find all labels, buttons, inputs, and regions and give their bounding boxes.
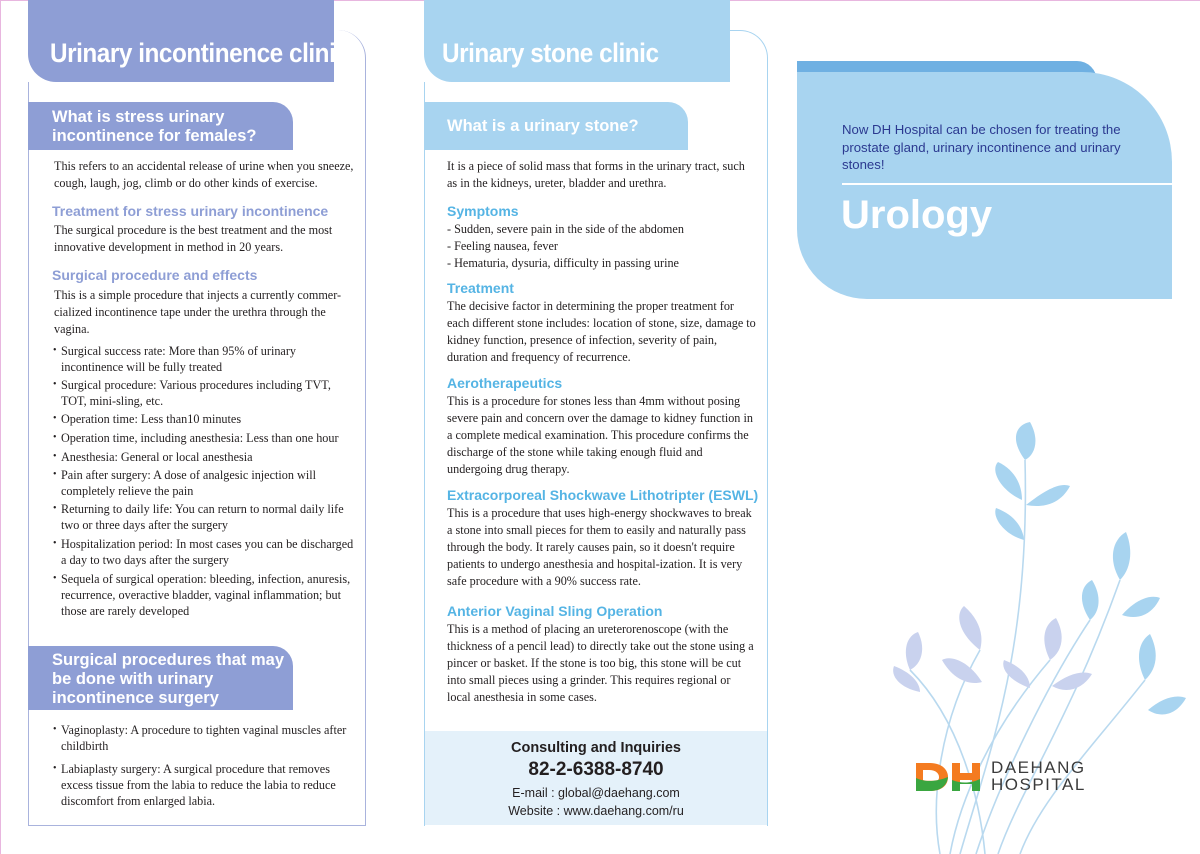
dh-logo-icon <box>914 760 986 794</box>
panel2-aero-heading: Aerotherapeutics <box>447 375 563 391</box>
list-item: • Vaginoplasty: A procedure to tighten vaginal muscles after childbirth <box>53 722 358 754</box>
panel1-title-block <box>28 0 349 82</box>
contact-phone[interactable]: 82-2-6388-8740 <box>528 759 664 780</box>
contact-website[interactable]: Website : www.daehang.com/ru <box>508 804 684 818</box>
cover-block <box>797 72 1172 299</box>
panel1-treatment-text: The surgical procedure is the best treatment and the most innovative development in method in 20 years. <box>54 223 333 254</box>
list-item: • Hospitalization period: In most cases you can be discharged a day to two days after the surgery <box>53 536 358 568</box>
panel2-treatment-heading: Treatment <box>447 280 514 296</box>
panel1-section1-text: This refers to an accidental release of urine when you sneeze, cough, laugh, jog, climb or do other kinds of exercise. <box>54 159 354 190</box>
cover-text: Now DH Hospital can be chosen for treating the prostate gland, urinary incontinence and urinary stones! <box>842 122 1121 172</box>
panel2-left-rule <box>424 82 425 826</box>
contact-box <box>425 731 767 825</box>
panel1-section2-heading: Surgical procedures that may be done with urinary incontinence surgery <box>52 651 284 707</box>
panel2-aero-text: This is a procedure for stones less than 4mm without posing severe pain and concern over the damage to kidney function in a complete medical examination. This procedure confirms the discharge of the stone while taking enough fluid and undergoing drug therapy. <box>447 394 753 476</box>
contact-title: Consulting and Inquiries <box>511 740 681 756</box>
panel1-left-rule <box>28 82 29 826</box>
list-item: • Anesthesia: General or local anesthesia <box>53 449 358 465</box>
logo-text-line2: HOSPITAL <box>991 775 1086 794</box>
panel2-sling-heading: Anterior Vaginal Sling Operation <box>447 603 663 619</box>
panel2-sling-text: This is a method of placing an ureterorenoscope (with the thickness of a pencil lead) to directly take out the stone using a pincer or basket. If the stone is too big, this stone will be cut into small pieces using a grinder. This requires regional or local anesthesia in some cases. <box>447 622 754 704</box>
panel1-treatment-heading: Treatment for stress urinary incontinence <box>52 203 329 219</box>
panel2-section-heading: What is a urinary stone? <box>447 117 639 135</box>
panel1-section1-heading: What is stress urinary incontinence for females? <box>52 108 257 145</box>
contact-email[interactable]: E-mail : global@daehang.com <box>512 786 680 800</box>
panel2-title: Urinary stone clinic <box>442 38 659 68</box>
panel1-procedure-text: This is a simple procedure that injects a currently commer-cialized incontinence tape under the urethra through the vagina. <box>54 288 342 336</box>
list-item: - Hematuria, dysuria, difficulty in passing urine <box>447 256 679 270</box>
logo-text-line1: DAEHANG <box>991 758 1086 777</box>
panel2-title-block <box>424 0 730 82</box>
list-item: • Sequela of surgical operation: bleeding, infection, anuresis, recurrence, overactive bladder, vaginal inflammation; but those are rarely developed <box>53 571 358 619</box>
panel2-symptoms-heading: Symptoms <box>447 203 519 219</box>
list-item: • Surgical success rate: More than 95% of urinary incontinence will be fully treated <box>53 343 358 375</box>
panel1-procedure-heading: Surgical procedure and effects <box>52 267 258 283</box>
panel1-section1-tab <box>28 102 293 150</box>
list-item: • Operation time: Less than10 minutes <box>53 411 358 427</box>
list-item: - Feeling nausea, fever <box>447 239 558 253</box>
hospital-logo <box>914 756 1094 798</box>
cover-divider <box>842 183 1172 185</box>
list-item: • Returning to daily life: You can return to normal daily life two or three days after the surgery <box>53 501 358 533</box>
panel2-section-tab <box>424 102 688 150</box>
list-item: • Pain after surgery: A dose of analgesic injection will completely relieve the pain <box>53 467 358 499</box>
panel2-intro: It is a piece of solid mass that forms in the urinary tract, such as in the kidneys, ureter, bladder and urethra. <box>447 159 745 190</box>
panel2-treatment-text: The decisive factor in determining the proper treatment for each different stone includes: location of stone, size, damage to kidney function, presence of infection, severity of pain, duration and frequency of recurrence. <box>447 299 756 364</box>
list-item: • Labiaplasty surgery: A surgical procedure that removes excess tissue from the labia to reduce the labia to reduce discomfort from enlarged labia. <box>53 761 358 809</box>
panel2-eswl-heading: Extracorporeal Shockwave Lithotripter (ESWL) <box>447 487 759 503</box>
panel1-section2-tab <box>28 646 293 710</box>
list-item: • Surgical procedure: Various procedures including TVT, TOT, mini-sling, etc. <box>53 377 358 409</box>
cover-title: Urology <box>841 193 993 237</box>
list-item: - Sudden, severe pain in the side of the abdomen <box>447 222 684 236</box>
list-item: • Operation time, including anesthesia: Less than one hour <box>53 430 358 446</box>
panel2-eswl-text: This is a procedure that uses high-energy shockwaves to break a stone into small pieces for them to easily and naturally pass through the body. It rarely causes pain, so it doesn't require patients to undergo anesthesia and hospital-ization. It is very safe procedure with a 90% success rate. <box>447 506 752 588</box>
panel1-title: Urinary incontinence clinic <box>50 38 349 68</box>
